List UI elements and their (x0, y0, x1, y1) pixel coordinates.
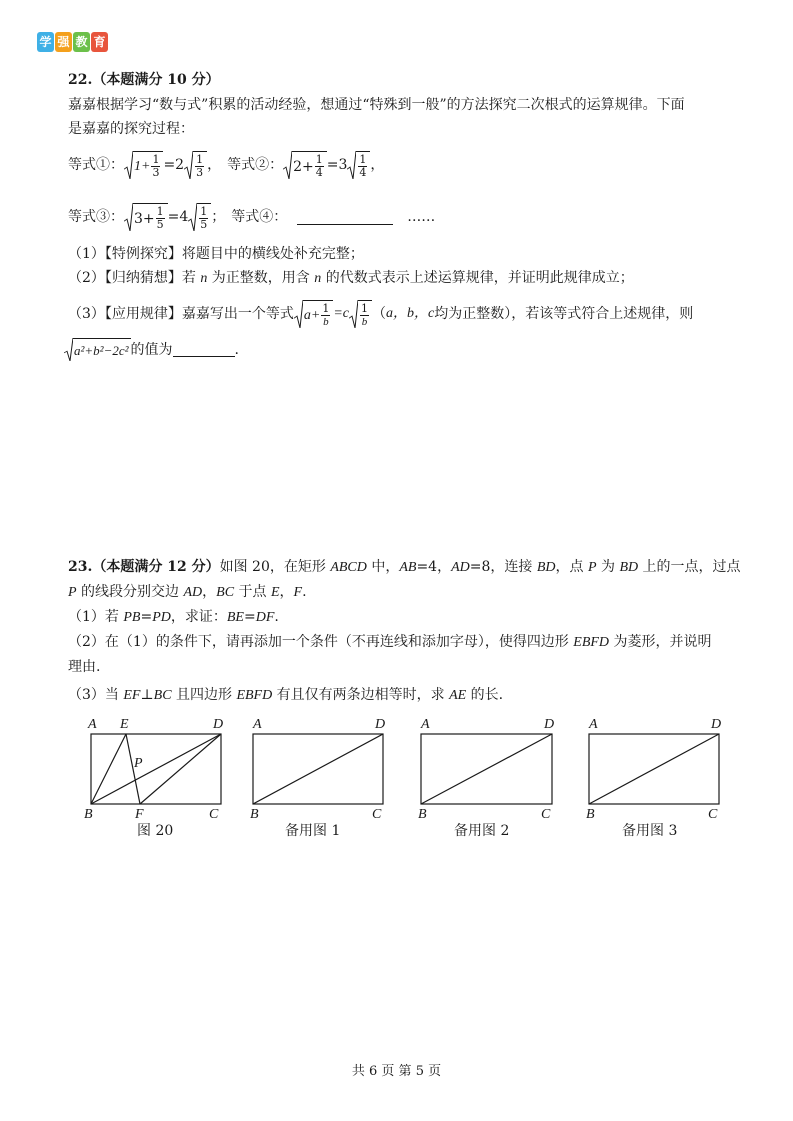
figures-row (0, 710, 793, 850)
q22-part2-a: （2）【归纳猜想】若 (68, 270, 201, 286)
q22-score: （本题满分 10 分） (92, 72, 220, 88)
spare2-label-d: D (544, 717, 555, 732)
q22-intro-line1: 嘉嘉根据学习“数与式”积累的活动经验，想通过“特殊到一般”的方法探究二次根式的运算规律。下面 (68, 97, 685, 113)
eq2-a: 2+ (293, 158, 314, 175)
q23-p3g: 有且仅有两条边相等时，求 (272, 687, 450, 703)
q23-l2f: 于点 (234, 584, 271, 600)
spare1-diagonal (253, 734, 383, 804)
q22-part3-b: （ (372, 306, 387, 322)
eq1-a: 1+ (134, 158, 151, 174)
q23-l1i: ，点 (555, 559, 588, 575)
q23-p1b: PB (123, 610, 141, 625)
q22-part1: （1）【特例探究】将题目中的横线处补充完整； (68, 246, 364, 262)
eq2-end: ， (370, 157, 385, 173)
logo-char-2: 强 (55, 32, 72, 52)
eq3-rn: 1 (200, 205, 208, 218)
q23-l2c: AD (183, 585, 203, 600)
q23-number: 23. (68, 559, 93, 575)
q22-part3-c: 均为正整数），若该等式符合上述规律，则 (434, 306, 694, 322)
fig20-label-b: B (84, 807, 93, 822)
part3-a: a+ (303, 307, 321, 323)
q23-score: （本题满分 12 分） (92, 559, 220, 575)
q23-p2c: 为菱形，并说明 (609, 634, 712, 650)
q23-l1j: P (587, 560, 597, 575)
q23-p3e: 且四边形 (171, 687, 237, 703)
q23-p1g: = (243, 609, 256, 625)
fig20-label-p: P (134, 756, 143, 771)
eq1-eq: =2 (163, 157, 185, 173)
q22-part3-a: （3）【应用规律】嘉嘉写出一个等式 (68, 306, 294, 322)
q23-l1g: =8，连接 (469, 559, 537, 575)
q22-equation-row-2 (68, 192, 435, 242)
eq2-lhs-sqrt (283, 151, 327, 179)
eq4-label: 等式④： (231, 209, 288, 225)
eq2-label: 等式②： (227, 157, 284, 173)
fig20-label-d: D (213, 717, 224, 732)
q22-part3-line2 (64, 338, 239, 361)
spare-figure-2 (421, 734, 552, 804)
q23-p1h: DF (255, 610, 275, 625)
q22-intro-line2: 是嘉嘉的探究过程： (68, 121, 194, 137)
spare2-label-b: B (418, 807, 427, 822)
spare3-label-b: B (586, 807, 595, 822)
spare1-label-c: C (372, 807, 382, 822)
fig20-label-e: E (120, 717, 129, 732)
spare3-caption: 备用图 3 (622, 823, 678, 839)
q23-line1 (68, 557, 741, 578)
logo-char-3: 教 (73, 32, 90, 52)
fig20-label-f: F (135, 807, 144, 822)
eq3-label: 等式③： (68, 209, 124, 225)
eq3-eq: =4 (167, 209, 189, 225)
q23-p1d: PD (152, 610, 171, 625)
q23-l1k: 为 (596, 559, 620, 575)
eq1-label: 等式①： (68, 157, 124, 173)
q23-p3d: BC (153, 688, 172, 703)
q22-part2 (68, 268, 634, 289)
q23-p3i: 的长. (466, 687, 504, 703)
eq3-lhs-sqrt (124, 203, 168, 231)
q23-part2 (68, 632, 711, 653)
q23-p3c: ⊥ (140, 687, 154, 703)
q22-equation-row-1 (68, 140, 384, 190)
spare-figure-1 (253, 734, 383, 804)
eq-ellipsis: …… (407, 209, 436, 225)
q23-l2b: 的线段分别交边 (76, 584, 184, 600)
page-footer: 共 6 页 第 5 页 (351, 1064, 442, 1079)
q23-p3h: AE (449, 688, 467, 703)
eq4-answer-blank[interactable] (297, 210, 393, 225)
q22-number: 22. (68, 72, 93, 88)
spare1-caption: 备用图 1 (285, 823, 341, 839)
spare2-caption: 备用图 2 (454, 823, 510, 839)
eq2-eq: =3 (326, 157, 348, 173)
eq1-fd: 3 (152, 166, 160, 179)
q23-l1e: =4， (416, 559, 452, 575)
spare1-label-a: A (253, 717, 262, 732)
part3-rn: 1 (361, 302, 369, 315)
q23-p3f: EBFD (236, 688, 273, 703)
spare2-diagonal (421, 734, 552, 804)
eq3-fn: 1 (156, 205, 164, 218)
q23-p2a: （2）在（1）的条件下，请再添加一个条件（不再连线和添加字母），使得四边形 (68, 634, 574, 650)
spare3-label-a: A (589, 717, 598, 732)
spare3-label-d: D (711, 717, 722, 732)
q23-l2g: E (270, 585, 280, 600)
eq1-fn: 1 (152, 153, 160, 166)
q23-part3 (68, 685, 503, 706)
part3-answer-blank[interactable] (173, 342, 235, 357)
q23-p1e: ，求证： (170, 609, 227, 625)
q22-part2-n1: n (200, 271, 208, 286)
spare1-label-d: D (375, 717, 386, 732)
q23-l1b: ABCD (330, 560, 367, 575)
part3-fn: 1 (322, 302, 330, 315)
part3-end: . (234, 341, 239, 358)
q23-l1l: BD (619, 560, 639, 575)
part3-fd: b (323, 316, 329, 328)
part3-line2-sqrt (64, 338, 131, 361)
eq3-fd: 5 (156, 218, 164, 231)
q23-p3b: EF (123, 688, 141, 703)
eq1-rhs-sqrt (184, 151, 207, 179)
q23-p1a: （1）若 (68, 609, 124, 625)
spare3-diagonal (589, 734, 719, 804)
q23-l2j: . (302, 584, 307, 600)
q22-part3 (68, 292, 693, 336)
part3-rd: b (361, 316, 368, 328)
logo-char-4: 育 (91, 32, 108, 52)
q22-part2-c: 的代数式表示上述运算规律，并证明此规律成立； (321, 270, 634, 286)
spare2-label-a: A (421, 717, 430, 732)
fig20-segment-be (91, 734, 126, 804)
q22-part2-b: 为正整数，用含 (207, 270, 315, 286)
q22-heading (68, 70, 220, 90)
q23-l1d: AB (399, 560, 417, 575)
spare3-label-c: C (708, 807, 718, 822)
q23-l1c: 中， (366, 559, 400, 575)
q23-part1 (68, 607, 279, 628)
q23-line2 (68, 582, 307, 603)
eq3-rd: 5 (200, 218, 208, 231)
publisher-logo (37, 32, 109, 54)
eq3-rhs-sqrt (188, 203, 211, 231)
q23-l1f: AD (451, 560, 470, 575)
fig20-segment-fd (140, 734, 221, 804)
part3-eq: =c (333, 306, 350, 321)
eq2-rn: 1 (359, 153, 367, 166)
part3-line2-tail: 的值为 (130, 341, 173, 358)
logo-char-1: 学 (37, 32, 54, 52)
eq3-end: ； (211, 209, 226, 225)
q23-l1a: 如图 20，在矩形 (219, 559, 331, 575)
q23-l2a: P (68, 585, 77, 600)
eq1-lhs-sqrt (124, 151, 163, 179)
eq2-rhs-sqrt (347, 151, 370, 179)
spare-figure-3 (589, 734, 719, 804)
fig20-labels (84, 717, 223, 822)
q23-p1f: BE (226, 610, 244, 625)
eq2-fn: 1 (315, 153, 323, 166)
q23-p1c: = (140, 609, 153, 625)
fig20-diagonal-bd (91, 734, 221, 804)
eq2-fd: 4 (315, 166, 323, 179)
fig20-label-a: A (88, 717, 97, 732)
q23-l2h: ， (279, 584, 294, 600)
fig20-caption: 图 20 (137, 823, 174, 839)
figure-20 (91, 734, 221, 804)
q22-part2-n2: n (314, 271, 322, 286)
eq3-a: 3+ (134, 210, 155, 227)
fig20-label-c: C (209, 807, 219, 822)
eq1-rn: 1 (196, 153, 204, 166)
q23-l1h: BD (536, 560, 556, 575)
spare1-label-b: B (250, 807, 259, 822)
eq1-rd: 3 (196, 166, 204, 179)
part3-rhs-sqrt (349, 300, 372, 328)
part3-line2-expr: a²+b²−2c² (74, 343, 129, 358)
q23-l2d: ， (202, 584, 217, 600)
q23-l1m: 上的一点，过点 (638, 559, 741, 575)
part3-lhs-sqrt (294, 300, 333, 328)
q23-l2i: F (293, 585, 303, 600)
q23-p3a: （3）当 (68, 687, 124, 703)
spare2-label-c: C (541, 807, 551, 822)
q22-part3-vars: a，b，c (386, 306, 435, 321)
q23-l2e: BC (216, 585, 235, 600)
q23-part2-line2: 理由. (68, 659, 101, 675)
q23-p2b: EBFD (573, 635, 610, 650)
eq2-rd: 4 (359, 166, 367, 179)
eq1-end: ， (207, 157, 222, 173)
q23-p1i: . (274, 609, 279, 625)
